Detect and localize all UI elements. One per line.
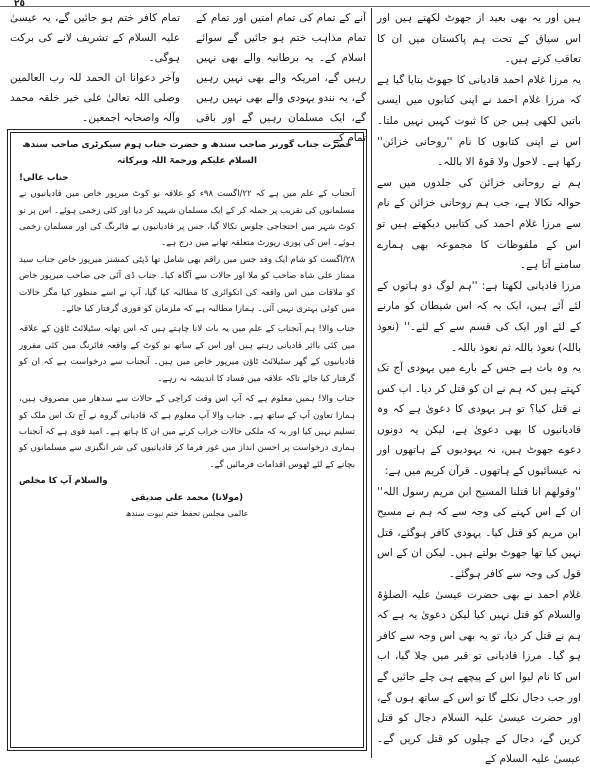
- paragraph: یہ وہ بات ہے جس کے بارے میں یہودی آج تک کہتے ہیں کہ ہم نے ان کو قتل کر دیا۔ اب کس نے قتل کیا؟ تو ہر یہودی کا دعویٰ ہے کہ وہ قادیانیوں کا بھی دعویٰ ہے، لیکن یہ دونوں دعوے جھوٹ ہیں، نہ یہودیوں کے ہاتھوں اور نہ عیسائیوں کے ہاتھوں۔ قرآن کریم میں ہے:: [377, 362, 581, 478]
- paragraph: تمام کافر ختم ہو جائیں گے، یہ عیسیٰ علیہ السلام کے تشریف لانے کی برکت ہوگی۔: [10, 12, 180, 64]
- paragraph: آنے کے تمام کی تمام امتیں اور تمام کے تمام مذاہب ختم ہو جائیں گے سوائے اسلام کے۔ یہ برطانیہ والے بھی نہیں رہیں گے، امریکہ والے بھی نہیں رہیں گے، یہ نندو یہودی والے بھی نہیں رہیں گے، ایک مسلمان رہیں گے اور باقی تمام کے: [196, 12, 366, 144]
- paragraph: ''وقولھم انا قتلنا المسیح ابن مریم رسول اللہ'' ان کے اس کہنے کی وجہ سے کہ ہم نے مسیح ابن مریم کو قتل کیا۔ یہودی کافر ہوگئے، قتل نہیں کیا تھا جھوٹ بولتے ہیں۔ لیکن ان کے اس قول کی وجہ سے کافر ہوگئے۔: [377, 485, 581, 581]
- top-right-text-column: [196, 8, 366, 148]
- letter-paragraph: جناب والا! ہم آنجناب کے علم میں یہ بات لانا چاہتے ہیں کہ اس تھانہ سٹیلائٹ ٹاؤن کے علاقہ میں کئی بااثر قادیانی رہتے ہیں اور اس کے ساتھ نو کوٹ کے واقعہ فائرنگ میں کئی مفرور قادیانیوں کے گھر سٹیلائٹ ٹاؤن میرپور خاص میں ہیں۔ آنجناب سے درخواست ہے کہ ان کو گرفتار کیا جائے تاکہ علاقہ میں فساد کا اندیشہ نہ رہے۔: [19, 324, 355, 384]
- paragraph: ہیں اور یہ بھی بعید از جھوٹ لکھتے ہیں اور اس سیاق کے تحت ہم پاکستان میں ان کا تعاقب کرتے ہیں۔: [377, 12, 581, 66]
- paragraph: وآخر دعوانا ان الحمد للہ رب العالمین وصلی اللہ تعالیٰ علی خیر خلقہ محمد وآلہ واصحابہ اجمعین۔: [10, 72, 180, 124]
- letter-signature: (مولانا) محمد علی صدیقی: [130, 492, 244, 503]
- letter-paragraph: آنجناب کے علم میں ہے کہ ۲۲/اگست ۹۸ء کو علاقہ نو کوٹ میرپور خاص میں قادیانیوں نے مسلمانوں کی تقریب پر حملہ کر کے ایک مسلمان شہید کر دیا اور کئی زخمی ہوئے۔ اس پر نو کوٹ شہر میں احتجاجی جلوس نکالا گیا، جس پر قادیانیوں نے فائرنگ کی اور مسلمان زخمی ہوئے۔ اس کی پوری رپورٹ متعلقہ تھانے میں درج ہے۔: [19, 189, 355, 249]
- letter-organization: عالمی مجلس تحفظ ختم نبوت سندھ: [125, 508, 249, 518]
- column-divider: [371, 8, 372, 758]
- letter-paragraph: جناب والا! ہمیں معلوم ہے کہ آپ اس وقت کراچی کے حالات سے سدھار میں مصروف ہیں، ہمارا تعاون آپ کے ساتھ ہے۔ جناب والا آپ معلوم ہے کہ قادیانی گروہ نے آج تک اس ملک کو تسلیم نہیں کیا اور یہ کہ ملکی حالات خراب کرنے میں ان کا ہاتھ ہے۔ امید قوی ہے کہ آنجناب ہماری درخواست پر احسن انداز میں غور فرما کر قادیانیوں کی شر انگیزی سے مسلمانوں کو بچانے کے لئے ٹھوس اقدامات فرمائیں گے۔: [19, 394, 355, 470]
- paragraph: مرزا قادیانی لکھتا ہے: ''ہم لوگ دو ہاتوں کے لئے آئے ہیں، ایک یہ کہ اس شیطان کو مارنے کے لئے اور ایک کی قسم سے کے لئے۔'' (نعوذ باللہ) نعوذ باللہ ثم نعوذ باللہ۔: [377, 279, 581, 354]
- letter-closing: والسلام آپ کا مخلص: [19, 476, 108, 487]
- page-number: ٢٥: [14, 0, 25, 9]
- top-text-block: [10, 8, 366, 144]
- top-left-text-column: [10, 8, 180, 128]
- header-rule: [0, 0, 590, 7]
- paragraph: ہم نے روحانی خزائن کی جلدوں میں سے حوالہ نکالا ہے، جب ہم روحانی خزائن کے نام سے مرزا غلام احمد کی کتابیں دیکھتے ہیں تو اس کے ملفوظات کا مجموعہ بھی ہمارے سامنے آتا ہے۔: [377, 176, 581, 272]
- letter-heading: حضرت جناب گورنر صاحب سندھ و حضرت جناب ہوم سیکرٹری صاحب سندھ: [22, 140, 352, 150]
- paragraph: یہ مرزا غلام احمد قادیانی کا جھوٹ بتایا گیا ہے کہ مرزا غلام احمد نے اپنی کتابوں میں ایسی باتیں لکھی ہیں جن کا ثبوت کہیں نہیں ملتا۔ اس نے اپنی کتابوں کا نام ''روحانی خزائن'' رکھا ہے۔ لاحول ولا قوۃ الا باللہ۔: [377, 73, 581, 169]
- paragraph: غلام احمد نے بھی حضرت عیسیٰ علیہ الصلوٰۃ والسلام کو قتل نہیں کیا لیکن دعویٰ یہ ہے کہ ہم نے قتل کر دیا، تو یہ بھی اس وجہ سے کافر ہو گیا۔ مرزا قادیانی تو قبر میں چلا گیا، اب اس کا نام لیوا اس کے پیچھے ہی چلے جائیں گے اور جب دجال نکلے گا تو اس کے ساتھ ہوں گے، اور حضرت عیسیٰ علیہ السلام دجال کو قتل کریں گے، دجال کے چیلوں کو قتل کریں گے۔ عیسیٰ علیہ السلام کے: [377, 588, 581, 766]
- letter-subheading: السلام علیکم ورحمۃ اللہ وبرکاتہ: [117, 156, 257, 167]
- letter-salutation: جناب عالی!: [19, 172, 69, 183]
- right-text-column: [377, 8, 581, 766]
- boxed-letter: [10, 132, 364, 748]
- letter-paragraph: ۲۸/اگست کو شام ایک وفد جس میں راقم بھی شامل تھا ڈپٹی کمشنر میرپور خاص جناب سید ممتاز علی شاہ صاحب کو ملا اور حالات سے آگاہ کیا۔ جناب ڈی آئی جی صاحب میرپور خاص کو ملاقات میں اس واقعہ کی انکوائری کا مطالبہ کیا گیا، آپ نے اسے منظور کیا مگر حالات میں کوئی بہتری نہیں آئی۔ ہمارا مطالبہ ہے کہ ملزمان کو فوری گرفتار کیا جائے۔: [19, 254, 355, 315]
